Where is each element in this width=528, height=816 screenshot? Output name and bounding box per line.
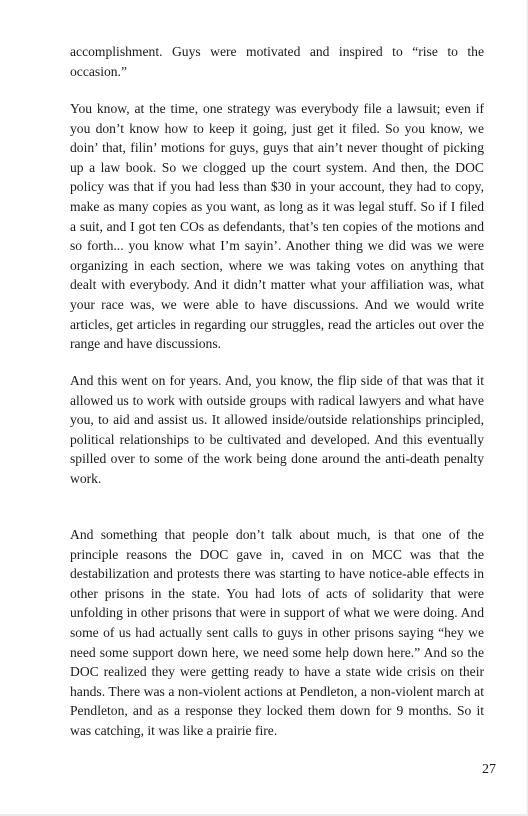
paragraph-3: And this went on for years. And, you know, the flip side of that was that it allowed us to work with outside groups with radical lawyers and what have you, to aid and assist us. It allowed inside/outside relationships principled, political relationships to be cultivated and developed. And this eventually spilled over to some of the work being done around the anti-death penalty work. bbox=[70, 373, 484, 486]
paragraph-1: accomplishment. Guys were motivated and inspired to “rise to the occasion.” bbox=[70, 44, 484, 79]
paragraph-4: And something that people don’t talk about much, is that one of the principle reasons the DOC gave in, caved in on MCC was that the destabilization and protests there was starting to have notice-able effects in other prisons in the state. You had lots of acts of solidarity that were unfolding in other prisons that were in support of what we were doing. And some of us had actually sent calls to guys in other prisons saying “hey we need some support down here, we need some help down here.” And so the DOC realized they were getting ready to have a state wide crisis on their hands. There was a non-violent actions at Pendleton, a non-violent march at Pendleton, and as a response they locked them down for 9 months. So it was catching, it was like a prairie fire. bbox=[70, 527, 484, 738]
page-number: 27 bbox=[482, 762, 496, 777]
paragraph-2: You know, at the time, one strategy was everybody file a lawsuit; even if you don’t know how to keep it going, just get it filed. So you know, we doin’ that, filin’ motions for guys, guys that ain’t never thought of picking up a law book. So we clogged up the court system. And then, the DOC policy was that if you had less than $30 in your account, they had to copy, make as many copies as you want, as long as it was legal stuff. So if I filed a suit, and I got ten COs as defendants, that’s ten copies of the motions and so forth... you know what I’m sayin’. Another thing we did was we were organizing in each section, where we was taking votes on anything that dealt with everybody. And it didn’t matter what your affiliation was, what your race was, we were able to have discussions. And we would write articles, get articles in regarding our struggles, read the articles out over the range and have discussions. bbox=[70, 101, 484, 352]
